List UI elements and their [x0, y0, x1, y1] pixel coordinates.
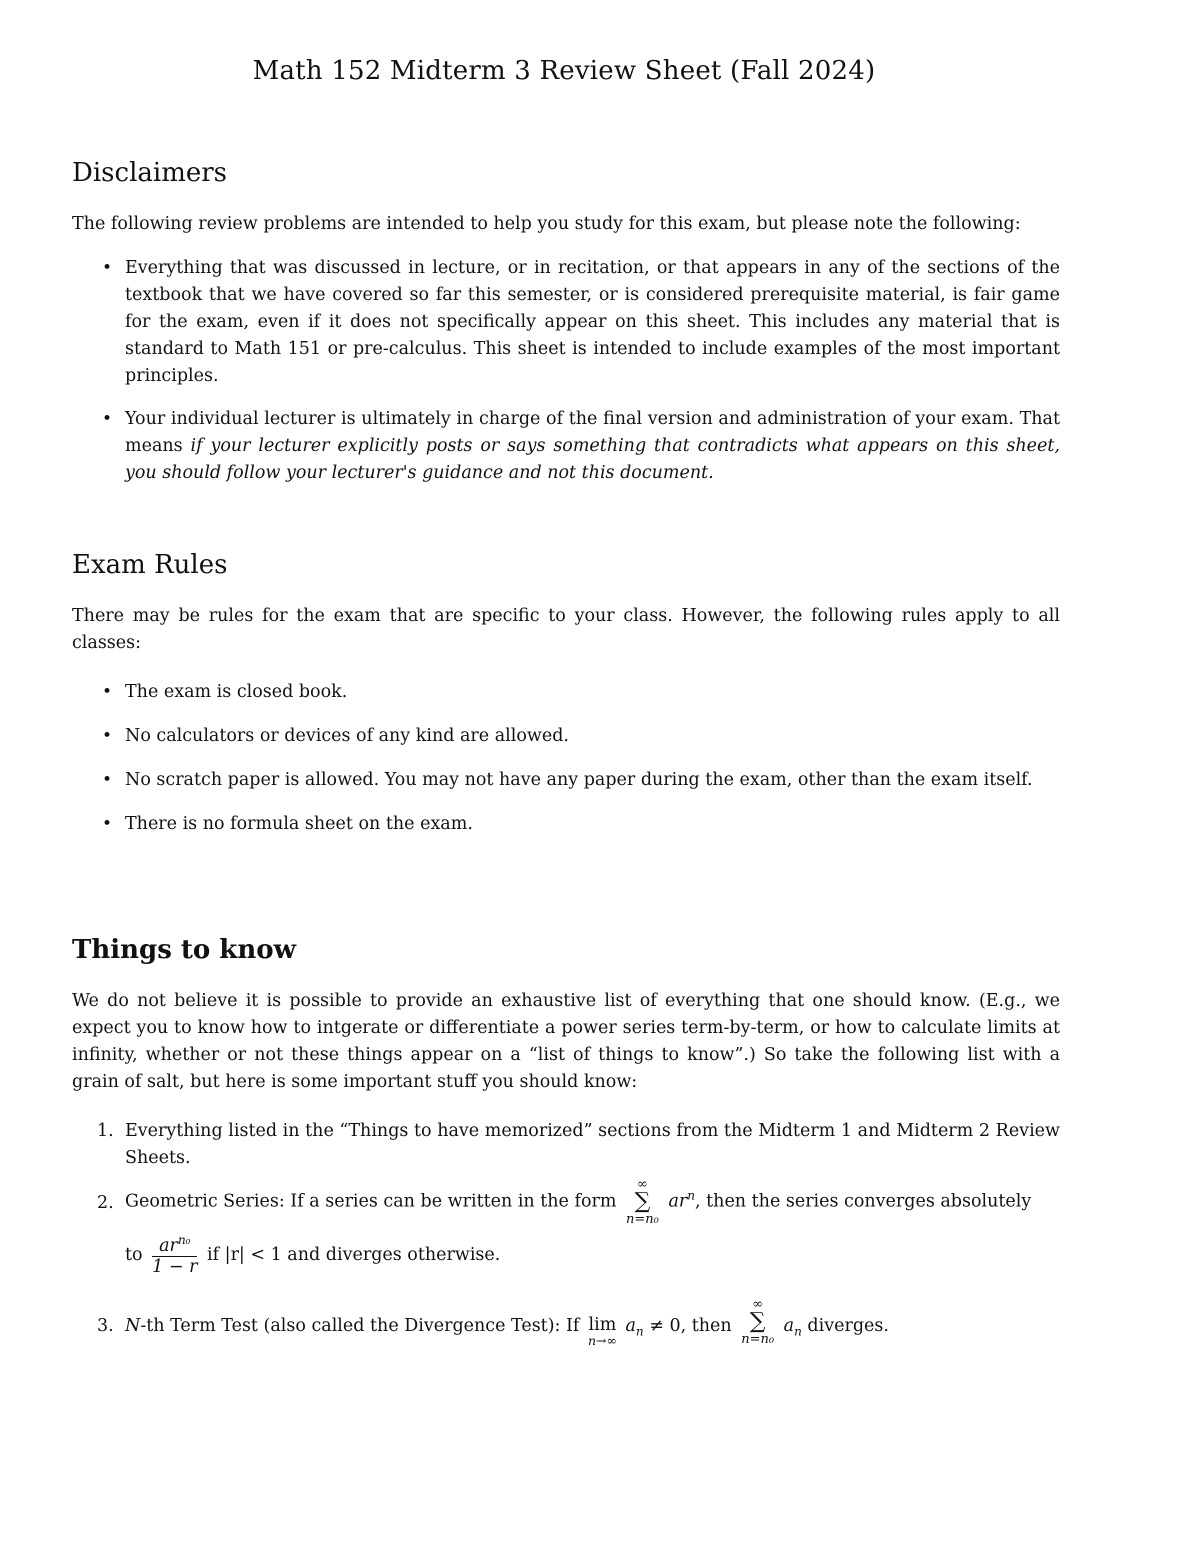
exam-rule-item: • There is no formula sheet on the exam.: [72, 811, 1060, 838]
know-item-text: , then the series converges absolutely: [695, 1191, 1032, 1212]
know-item-number: 3.: [97, 1316, 114, 1336]
disclaimers-heading: Disclaimers: [72, 158, 228, 188]
document-title: Math 152 Midterm 3 Review Sheet (Fall 2024): [252, 56, 876, 86]
exam-rules-heading: Exam Rules: [72, 550, 228, 580]
exam-rules-intro: There may be rules for the exam that are specific to your class. However, the following rules apply to all classes:: [72, 606, 1060, 653]
know-item-text: to: [125, 1245, 143, 1266]
know-item-text: Geometric Series: If a series can be written in the form: [125, 1191, 617, 1212]
summation-symbol: ∞ ∑ n=n₀: [741, 1297, 775, 1347]
know-item-text: Everything listed in the “Things to have memorized” sections from the Midterm 1 and Midterm 2 Review Sheets.: [125, 1121, 1060, 1168]
exam-rules-list: [72, 679, 1060, 838]
disclaimers-intro: The following review problems are intended to help you study for this exam, but please note the following:: [72, 214, 1021, 234]
disclaimer-item: [72, 406, 1060, 487]
disclaimer-emphasis: if your lecturer explicitly posts or says something that contradicts what appears on this sheet, you should follow your lecturer's guidance and not this document.: [125, 436, 1060, 483]
math-term: ar: [668, 1191, 688, 1212]
limit-symbol: lim n→∞: [587, 1315, 617, 1349]
exam-rule-item: • No calculators or devices of any kind are allowed.: [72, 723, 1060, 750]
exam-rule-item: • No scratch paper is allowed. You may not have any paper during the exam, other than the exam itself.: [72, 767, 1060, 794]
disclaimer-item: [72, 255, 1060, 390]
know-item: [72, 1118, 1060, 1172]
disclaimers-list: [72, 255, 1060, 487]
things-to-know-heading: Things to know: [72, 935, 296, 965]
know-item-text: diverges.: [807, 1316, 889, 1336]
fraction: $\frac{ar^{n_0}}{1 - r}$: [152, 1233, 198, 1277]
disclaimer-text: Your individual lecturer is ultimately in charge of the final version and administration of your exam. That means: [125, 409, 1060, 456]
disclaimer-text: Everything that was discussed in lecture, or in recitation, or that appears in any of the sections of the textbook that we have covered so far this semester, or is considered prerequisite material, is fair game for the exam, even if it does not specifically appear on this sheet. This includes any material that is standard to Math 151 or pre-calculus. This sheet is intended to include examples of the most important principles.: [125, 258, 1060, 386]
know-item-number: 1.: [97, 1121, 114, 1141]
know-item-number: 2.: [97, 1193, 114, 1213]
exam-rule-item: • The exam is closed book.: [72, 679, 1060, 706]
know-item-text: -th Term Test (also called the Divergence Test): If: [140, 1316, 580, 1336]
things-to-know-list: [72, 1118, 1060, 1172]
things-to-know-intro: We do not believe it is possible to provide an exhaustive list of everything that one should know. (E.g., we expect you to know how to intgerate or differentiate a power series term-by-term, or how to calculate limits at infinity, whether or not these things appear on a “list of things to know”.) So take the following list with a grain of salt, but here is some important stuff you should know:: [72, 991, 1060, 1092]
know-item-text: if |r| < 1 and diverges otherwise.: [207, 1245, 501, 1266]
summation-symbol: ∞ ∑ n=n₀: [626, 1177, 659, 1227]
know-item-text: ≠ 0, then: [649, 1316, 732, 1336]
math-term: N: [125, 1316, 141, 1336]
